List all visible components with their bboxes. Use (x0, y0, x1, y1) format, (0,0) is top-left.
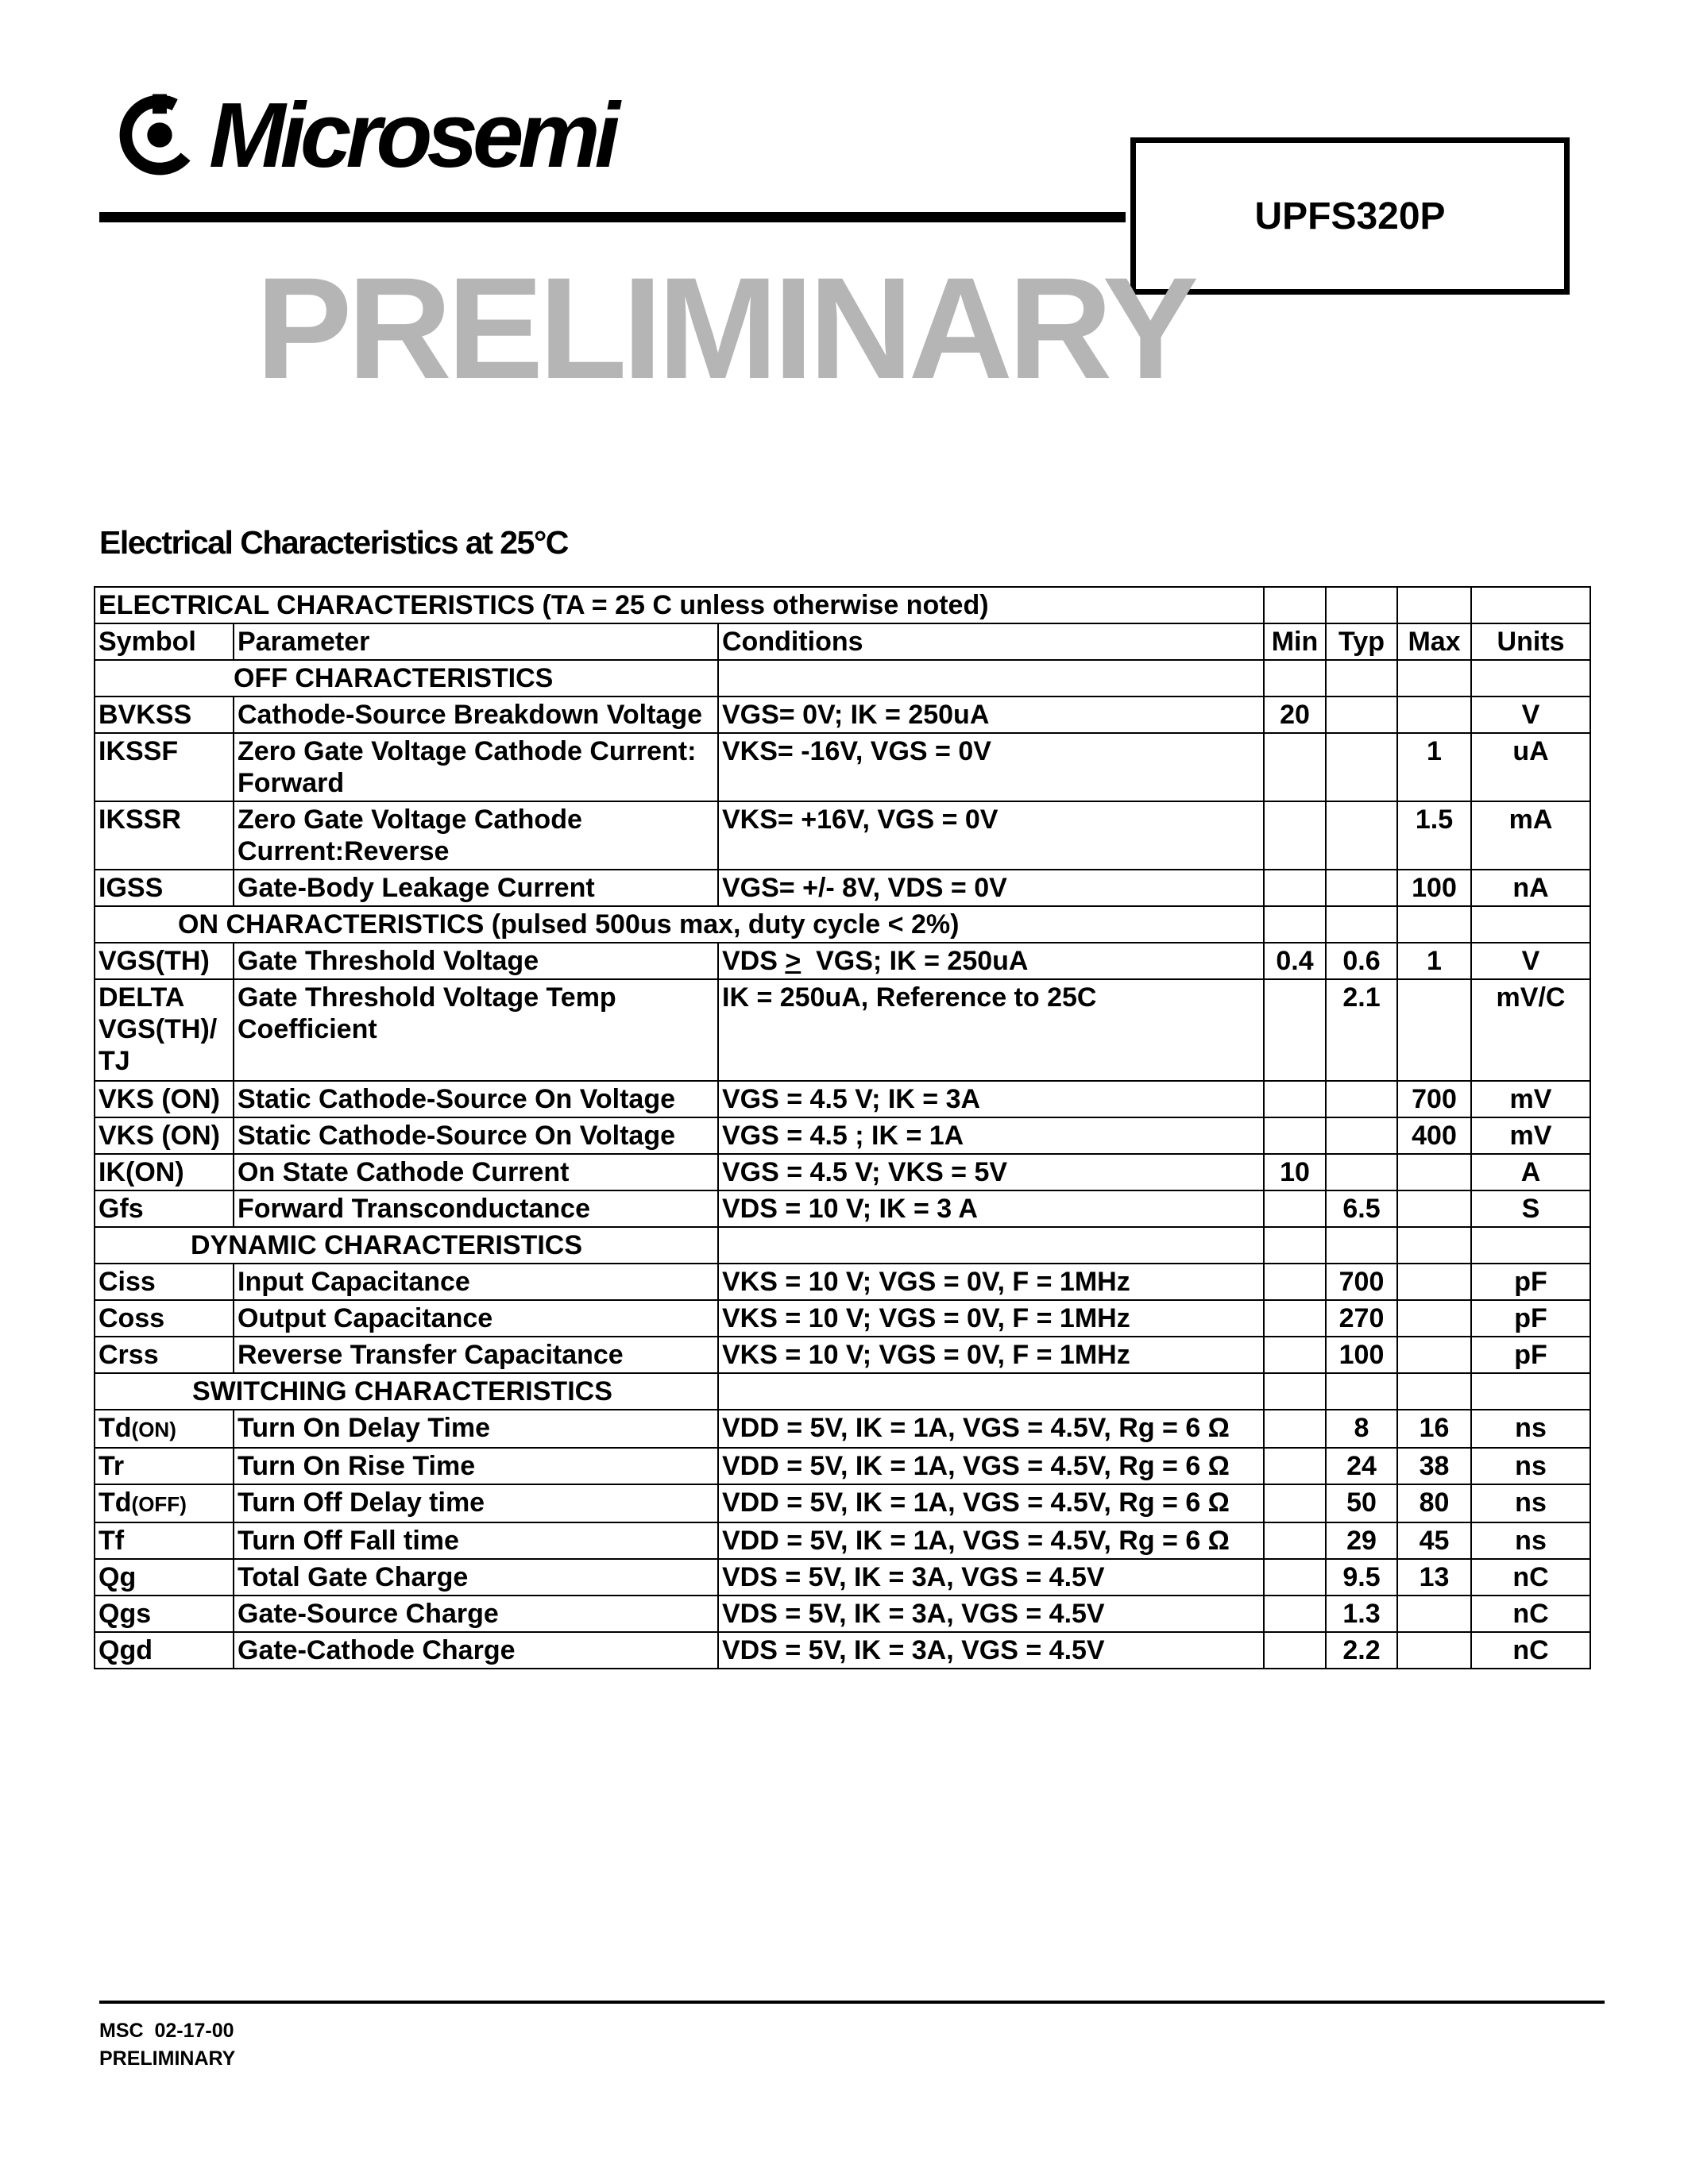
footer-status: PRELIMINARY (99, 2047, 236, 2070)
cell-max (1397, 1337, 1471, 1373)
cell-typ (1326, 801, 1397, 870)
cell-conditions: VKS= -16V, VGS = 0V (718, 733, 1264, 801)
cell-max (1397, 979, 1471, 1081)
cell-units: nC (1471, 1559, 1590, 1596)
cell-typ (1326, 696, 1397, 733)
table-row (95, 870, 1590, 906)
cell-conditions: VDS = 10 V; IK = 3 A (718, 1190, 1264, 1227)
cell-max: 16 (1397, 1410, 1471, 1448)
cell-units: ns (1471, 1484, 1590, 1522)
cell-min (1264, 1632, 1326, 1669)
cell-typ (1326, 870, 1397, 906)
cell-typ: 24 (1326, 1448, 1397, 1484)
cell-min (1264, 1596, 1326, 1632)
cell-symbol: Tf (95, 1522, 234, 1559)
cell-symbol: Coss (95, 1300, 234, 1337)
table-row (95, 979, 1590, 1081)
cell-units: A (1471, 1154, 1590, 1190)
table-header-row (95, 623, 1590, 660)
cell-typ: 700 (1326, 1264, 1397, 1300)
footer-rule (99, 2001, 1605, 2004)
table-row (95, 1264, 1590, 1300)
cell-min (1264, 1337, 1326, 1373)
microsemi-logo-icon (115, 91, 204, 179)
cell-parameter: On State Cathode Current (234, 1154, 718, 1190)
cell-min (1264, 1264, 1326, 1300)
cell-symbol: Tr (95, 1448, 234, 1484)
cell-conditions: VKS = 10 V; VGS = 0V, F = 1MHz (718, 1300, 1264, 1337)
section-dynamic: DYNAMIC CHARACTERISTICS (95, 1227, 718, 1264)
cell-parameter: Static Cathode-Source On Voltage (234, 1081, 718, 1117)
cell-min (1264, 1484, 1326, 1522)
cell-units: pF (1471, 1264, 1590, 1300)
cell-max: 1 (1397, 943, 1471, 979)
table-row (95, 1484, 1590, 1522)
table-row (95, 943, 1590, 979)
cell-units: nA (1471, 870, 1590, 906)
cell-parameter: Turn On Delay Time (234, 1410, 718, 1448)
cell-parameter: Zero Gate Voltage Cathode Current:Reverse (234, 801, 718, 870)
cell-parameter: Gate-Body Leakage Current (234, 870, 718, 906)
cell-conditions: VGS= +/- 8V, VDS = 0V (718, 870, 1264, 906)
part-number-box (1130, 137, 1570, 295)
cell-max: 1 (1397, 733, 1471, 801)
cell-min (1264, 801, 1326, 870)
cell-symbol: Gfs (95, 1190, 234, 1227)
cell-units: mA (1471, 801, 1590, 870)
table-row (95, 1117, 1590, 1154)
cell-units: nC (1471, 1632, 1590, 1669)
cell-conditions: VDS > VGS; IK = 250uA (718, 943, 1264, 979)
cell-symbol: VKS (ON) (95, 1117, 234, 1154)
cell-units: ns (1471, 1410, 1590, 1448)
cell-max (1397, 1596, 1471, 1632)
cell-symbol: Ciss (95, 1264, 234, 1300)
header-max: Max (1397, 623, 1471, 660)
ge-symbol: > (785, 946, 802, 976)
table-row (95, 696, 1590, 733)
cell-symbol: Qg (95, 1559, 234, 1596)
cell-symbol: VKS (ON) (95, 1081, 234, 1117)
cell-max (1397, 1154, 1471, 1190)
cell-parameter: Turn Off Delay time (234, 1484, 718, 1522)
cell-typ: 100 (1326, 1337, 1397, 1373)
cell-symbol: Td(OFF) (95, 1484, 234, 1522)
table-banner: ELECTRICAL CHARACTERISTICS (TA = 25 C unless otherwise noted) (95, 587, 1264, 623)
cell-typ: 9.5 (1326, 1559, 1397, 1596)
footer (99, 2017, 235, 2073)
cell-max: 1.5 (1397, 801, 1471, 870)
table-row (95, 801, 1590, 870)
table-row (95, 1300, 1590, 1337)
cell-parameter: Gate Threshold Voltage Temp Coefficient (234, 979, 718, 1081)
cell-conditions: VDS = 5V, IK = 3A, VGS = 4.5V (718, 1632, 1264, 1669)
cell-min: 20 (1264, 696, 1326, 733)
cell-max: 400 (1397, 1117, 1471, 1154)
cell-max (1397, 1190, 1471, 1227)
table-row (95, 1081, 1590, 1117)
cell-min (1264, 1300, 1326, 1337)
cell-symbol: BVKSS (95, 696, 234, 733)
header-conditions: Conditions (718, 623, 1264, 660)
cell-min (1264, 1522, 1326, 1559)
cell-symbol: Crss (95, 1337, 234, 1373)
cell-min (1264, 733, 1326, 801)
cell-units: S (1471, 1190, 1590, 1227)
cell-symbol: IKSSF (95, 733, 234, 801)
cell-symbol: IKSSR (95, 801, 234, 870)
cell-conditions: VDS = 5V, IK = 3A, VGS = 4.5V (718, 1596, 1264, 1632)
cell-parameter: Zero Gate Voltage Cathode Current: Forward (234, 733, 718, 801)
cell-typ: 2.1 (1326, 979, 1397, 1081)
electrical-characteristics-table (94, 586, 1591, 1669)
cell-units: ns (1471, 1448, 1590, 1484)
cell-min (1264, 1117, 1326, 1154)
cell-max (1397, 1300, 1471, 1337)
cell-min (1264, 1448, 1326, 1484)
cell-max: 45 (1397, 1522, 1471, 1559)
cell-typ: 270 (1326, 1300, 1397, 1337)
cell-parameter: Reverse Transfer Capacitance (234, 1337, 718, 1373)
part-number: UPFS320P (1254, 195, 1446, 237)
cell-conditions: VGS = 4.5 ; IK = 1A (718, 1117, 1264, 1154)
cell-conditions: VDD = 5V, IK = 1A, VGS = 4.5V, Rg = 6 Ω (718, 1484, 1264, 1522)
section-row (95, 1373, 1590, 1410)
section-row (95, 660, 1590, 696)
header-min: Min (1264, 623, 1326, 660)
section-switching: SWITCHING CHARACTERISTICS (95, 1373, 718, 1410)
table-row (95, 1559, 1590, 1596)
cell-parameter: Gate-Source Charge (234, 1596, 718, 1632)
table-row (95, 1522, 1590, 1559)
cell-parameter: Cathode-Source Breakdown Voltage (234, 696, 718, 733)
cell-max (1397, 1632, 1471, 1669)
cell-min (1264, 979, 1326, 1081)
table-row (95, 733, 1590, 801)
cell-max: 38 (1397, 1448, 1471, 1484)
cell-parameter: Gate-Cathode Charge (234, 1632, 718, 1669)
table-row (95, 1154, 1590, 1190)
cell-min: 10 (1264, 1154, 1326, 1190)
section-title: Electrical Characteristics at 25°C (99, 524, 568, 561)
cell-symbol: Qgd (95, 1632, 234, 1669)
header-parameter: Parameter (234, 623, 718, 660)
cell-conditions: IK = 250uA, Reference to 25C (718, 979, 1264, 1081)
table-row (95, 1448, 1590, 1484)
cell-parameter: Static Cathode-Source On Voltage (234, 1117, 718, 1154)
preliminary-watermark: PRELIMINARY (256, 247, 1195, 409)
cell-typ: 50 (1326, 1484, 1397, 1522)
cell-parameter: Total Gate Charge (234, 1559, 718, 1596)
cell-conditions: VDD = 5V, IK = 1A, VGS = 4.5V, Rg = 6 Ω (718, 1522, 1264, 1559)
section-row (95, 1227, 1590, 1264)
header-typ: Typ (1326, 623, 1397, 660)
section-off: OFF CHARACTERISTICS (95, 660, 718, 696)
cell-min: 0.4 (1264, 943, 1326, 979)
cell-parameter: Forward Transconductance (234, 1190, 718, 1227)
cell-typ (1326, 1117, 1397, 1154)
table-row (95, 1190, 1590, 1227)
header-units: Units (1471, 623, 1590, 660)
cell-units: pF (1471, 1337, 1590, 1373)
cell-parameter: Turn Off Fall time (234, 1522, 718, 1559)
cell-parameter: Input Capacitance (234, 1264, 718, 1300)
cell-typ: 6.5 (1326, 1190, 1397, 1227)
cell-units: nC (1471, 1596, 1590, 1632)
cell-units: pF (1471, 1300, 1590, 1337)
cell-parameter: Gate Threshold Voltage (234, 943, 718, 979)
cell-min (1264, 1559, 1326, 1596)
cell-units: ns (1471, 1522, 1590, 1559)
cell-max: 13 (1397, 1559, 1471, 1596)
table-row (95, 1337, 1590, 1373)
cell-min (1264, 1081, 1326, 1117)
table-row (95, 1596, 1590, 1632)
cell-symbol: Td(ON) (95, 1410, 234, 1448)
section-on: ON CHARACTERISTICS (pulsed 500us max, duty cycle < 2%) (95, 906, 1264, 943)
cell-typ: 0.6 (1326, 943, 1397, 979)
cell-typ: 8 (1326, 1410, 1397, 1448)
cell-symbol: IGSS (95, 870, 234, 906)
cell-typ (1326, 1081, 1397, 1117)
cell-conditions: VDD = 5V, IK = 1A, VGS = 4.5V, Rg = 6 Ω (718, 1410, 1264, 1448)
cell-typ: 2.2 (1326, 1632, 1397, 1669)
cell-parameter: Output Capacitance (234, 1300, 718, 1337)
cell-min (1264, 1190, 1326, 1227)
cell-units: V (1471, 696, 1590, 733)
cell-conditions: VGS = 4.5 V; IK = 3A (718, 1081, 1264, 1117)
section-row (95, 906, 1590, 943)
table-row (95, 1410, 1590, 1448)
cell-typ (1326, 733, 1397, 801)
cell-min (1264, 870, 1326, 906)
cell-conditions: VDD = 5V, IK = 1A, VGS = 4.5V, Rg = 6 Ω (718, 1448, 1264, 1484)
cell-symbol: Qgs (95, 1596, 234, 1632)
cell-symbol: IK(ON) (95, 1154, 234, 1190)
table-row (95, 1632, 1590, 1669)
cell-typ: 29 (1326, 1522, 1397, 1559)
cell-typ (1326, 1154, 1397, 1190)
cell-units: mV (1471, 1081, 1590, 1117)
cell-conditions: VGS= 0V; IK = 250uA (718, 696, 1264, 733)
header-symbol: Symbol (95, 623, 234, 660)
cell-max (1397, 696, 1471, 733)
header-rule (99, 212, 1126, 222)
cell-typ: 1.3 (1326, 1596, 1397, 1632)
cell-conditions: VKS = 10 V; VGS = 0V, F = 1MHz (718, 1264, 1264, 1300)
cell-conditions: VGS = 4.5 V; VKS = 5V (718, 1154, 1264, 1190)
cell-units: V (1471, 943, 1590, 979)
cell-parameter: Turn On Rise Time (234, 1448, 718, 1484)
table-banner-row (95, 587, 1590, 623)
cell-symbol: VGS(TH) (95, 943, 234, 979)
cell-units: uA (1471, 733, 1590, 801)
cell-units: mV (1471, 1117, 1590, 1154)
logo-wordmark: Microsemi (209, 83, 615, 187)
cell-conditions: VKS = 10 V; VGS = 0V, F = 1MHz (718, 1337, 1264, 1373)
cell-max: 100 (1397, 870, 1471, 906)
company-logo (115, 83, 615, 187)
cell-units: mV/C (1471, 979, 1590, 1081)
cell-conditions: VKS= +16V, VGS = 0V (718, 801, 1264, 870)
cell-max: 80 (1397, 1484, 1471, 1522)
cell-symbol: DELTA VGS(TH)/ TJ (95, 979, 234, 1081)
footer-date: MSC 02-17-00 (99, 2020, 234, 2042)
cell-max (1397, 1264, 1471, 1300)
cell-conditions: VDS = 5V, IK = 3A, VGS = 4.5V (718, 1559, 1264, 1596)
cell-max: 700 (1397, 1081, 1471, 1117)
cell-min (1264, 1410, 1326, 1448)
